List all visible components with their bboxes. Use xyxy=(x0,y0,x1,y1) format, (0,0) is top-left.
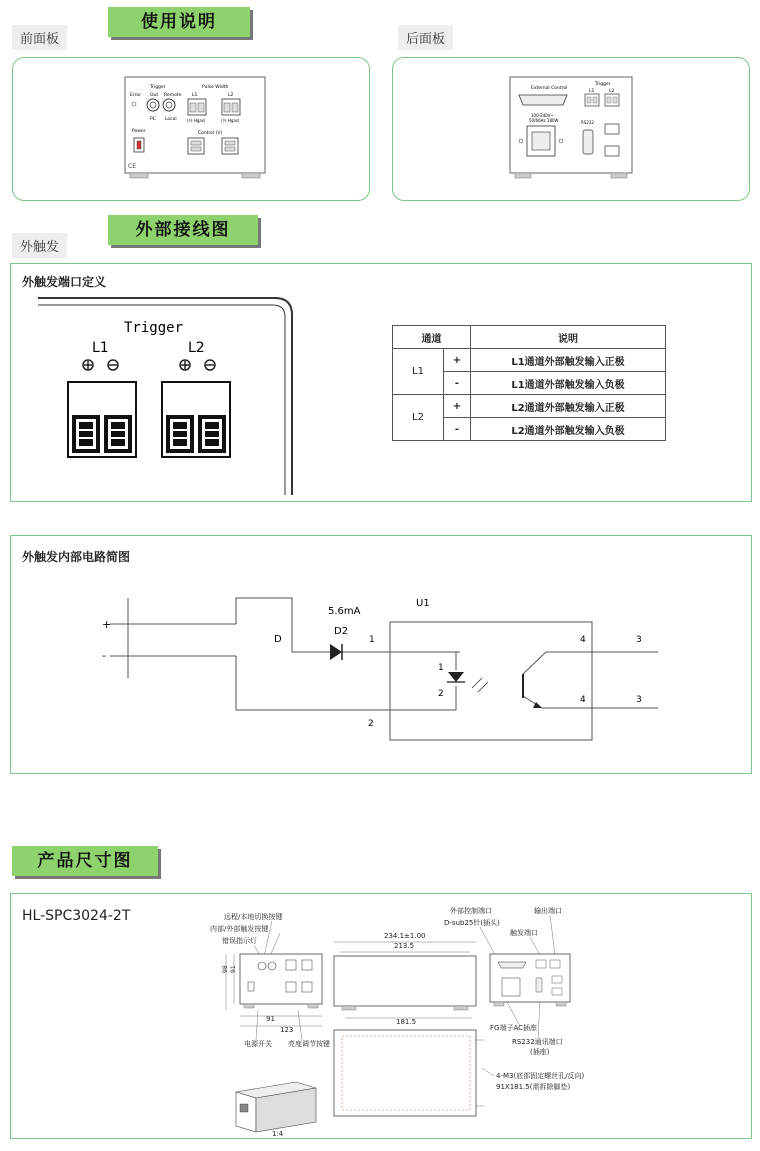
table-header-row xyxy=(393,326,666,349)
rp-rs232: RS232 xyxy=(581,120,594,125)
dimension-drawing xyxy=(200,900,600,1140)
l1-label: L1 xyxy=(92,340,109,356)
dim-bottom-holes: 4-M3(底部固定螺丝孔/反向) xyxy=(496,1072,585,1080)
fp-control-l1 xyxy=(188,138,204,154)
wiring-section-title: 外部接线图 xyxy=(108,215,258,245)
circuit-plus: + xyxy=(102,618,112,631)
dim-123: 123 xyxy=(280,1026,294,1034)
table-header-desc: 说明 xyxy=(471,326,666,349)
circuit-pin4a: 4 xyxy=(580,635,586,645)
circuit-pin3b: 3 xyxy=(636,695,642,705)
dims-section-title: 产品尺寸图 xyxy=(12,846,158,876)
table-cell-sign: - xyxy=(444,418,471,441)
dim-power-switch: 电源开关 xyxy=(244,1040,272,1048)
circuit-d2: D2 xyxy=(334,626,349,637)
table-cell-channel: L1 xyxy=(393,349,444,395)
circuit-pin2b: 2 xyxy=(368,719,374,729)
ext-trigger-label: 外触发 xyxy=(12,233,67,258)
fp-ext-hint-2: (外 Hgas) xyxy=(221,118,240,123)
rear-panel-label: 后面板 xyxy=(398,25,453,50)
table-cell-desc: L2通道外部触发输入正极 xyxy=(471,395,666,418)
circuit-minus: - xyxy=(102,649,106,662)
trigger-terminal-drawing xyxy=(20,290,310,495)
l1-plus-icon xyxy=(83,360,93,370)
dim-181: 181.5 xyxy=(396,1018,417,1026)
l1-minus-icon xyxy=(108,360,118,370)
table-cell-desc: L1通道外部触发输入正极 xyxy=(471,349,666,372)
table-row xyxy=(393,349,666,372)
dim-error-led: 错误指示灯 xyxy=(222,937,257,945)
table-cell-sign: - xyxy=(444,372,471,395)
rear-panel-drawing xyxy=(505,72,637,182)
table-row xyxy=(393,395,666,418)
rp-rs232-port xyxy=(583,130,593,154)
dim-91b: 91 xyxy=(266,1015,275,1023)
dim-socket: (插座) xyxy=(530,1048,550,1056)
rp-out-l1 xyxy=(605,124,619,134)
led-emitter-icon xyxy=(447,672,488,692)
fp-ext-hint-1: (外 Hgas) xyxy=(187,118,206,123)
fp-l1: L1 xyxy=(192,93,198,98)
dim-213: 213.5 xyxy=(394,942,415,950)
l1-terminal-block xyxy=(68,382,136,457)
table-cell-sign: + xyxy=(444,395,471,418)
front-panel-drawing xyxy=(120,72,270,182)
circuit-pin3a: 3 xyxy=(636,635,642,645)
rp-trigger: Trigger xyxy=(595,82,611,87)
circuit-pin1b: 1 xyxy=(438,663,444,673)
circuit-pin1a: 1 xyxy=(369,635,375,645)
dim-bottom-size: 91X181.5(需拆除脚垫) xyxy=(496,1083,571,1091)
rp-l1: L1 xyxy=(589,89,595,94)
table-cell-channel: L2 xyxy=(393,395,444,441)
table-header-channel: 通道 xyxy=(393,326,471,349)
diode-d2-icon xyxy=(330,644,342,660)
fp-pulse-width: Pulse Width xyxy=(202,85,229,90)
dim-scale: 1:4 xyxy=(272,1130,284,1138)
circuit-title: 外触发内部电路简图 xyxy=(22,550,131,564)
model-name: HL-SPC3024-2T xyxy=(22,908,131,924)
fp-power: Power xyxy=(132,129,146,134)
fp-pc: PC xyxy=(150,117,156,122)
dim-side-view xyxy=(334,956,476,1006)
fp-remote: Remote xyxy=(164,93,182,98)
dim-dsub25: D-sub25针(插头) xyxy=(444,919,500,927)
circuit-pin2a: 2 xyxy=(438,689,444,699)
rp-voltage: 100-240V~ xyxy=(531,113,554,118)
front-panel-label: 前面板 xyxy=(12,25,67,50)
dim-rs232-port: RS232通讯端口 xyxy=(512,1038,563,1046)
rp-l2: L2 xyxy=(609,89,615,94)
fp-out: Out xyxy=(150,93,159,98)
dim-bottom-view xyxy=(334,1030,476,1116)
rp-dsub25 xyxy=(519,95,567,105)
table-cell-sign: + xyxy=(444,349,471,372)
dim-internal-trigger-key: 内部/外部触发按键 xyxy=(210,925,269,933)
circuit-current: 5.6mA xyxy=(328,606,361,617)
fp-local: Local xyxy=(165,117,177,122)
port-def-title: 外触发端口定义 xyxy=(22,275,107,289)
dim-remote-local-key: 远程/本地切换按键 xyxy=(224,913,283,921)
fp-l2: L2 xyxy=(228,93,234,98)
circuit-d: D xyxy=(274,634,282,645)
fp-control: Control (V) xyxy=(198,131,223,136)
circuit-pin4b: 4 xyxy=(580,695,586,705)
table-cell-desc: L1通道外部触发输入负极 xyxy=(471,372,666,395)
dim-234: 234.1±1.00 xyxy=(384,932,426,940)
l2-plus-icon xyxy=(180,360,190,370)
dim-91a: 91 xyxy=(230,965,237,973)
dim-ext-control-port: 外部控制端口 xyxy=(450,907,492,915)
dim-iso-view xyxy=(236,1082,316,1132)
rp-external-control: External Control xyxy=(531,86,568,91)
table-cell-desc: L2通道外部触发输入负极 xyxy=(471,418,666,441)
dim-output-port: 输出端口 xyxy=(534,907,562,915)
circuit-diagram xyxy=(90,590,670,750)
rp-out-l2 xyxy=(605,146,619,156)
port-def-table xyxy=(392,325,666,441)
fp-control-l2 xyxy=(222,138,238,154)
rp-freq: 50/60Hz 180W xyxy=(529,118,559,123)
l2-minus-icon xyxy=(205,360,215,370)
usage-section-title: 使用说明 xyxy=(108,7,250,37)
circuit-u1: U1 xyxy=(416,598,430,609)
dim-98: 98 xyxy=(222,965,229,973)
l2-terminal-block xyxy=(162,382,230,457)
l2-label: L2 xyxy=(188,340,205,356)
dim-fg-ac: FG端子AC插座 xyxy=(490,1024,538,1032)
fp-error-led xyxy=(132,102,136,106)
fp-trigger: Trigger xyxy=(150,85,166,90)
fp-error: Error xyxy=(130,93,141,98)
dim-brightness-key: 亮度调节按键 xyxy=(288,1040,330,1048)
phototransistor-icon xyxy=(523,674,542,708)
fp-ce-mark: CE xyxy=(128,163,136,170)
dim-trigger-port: 触发端口 xyxy=(510,929,538,937)
trigger-label: Trigger xyxy=(124,320,184,336)
